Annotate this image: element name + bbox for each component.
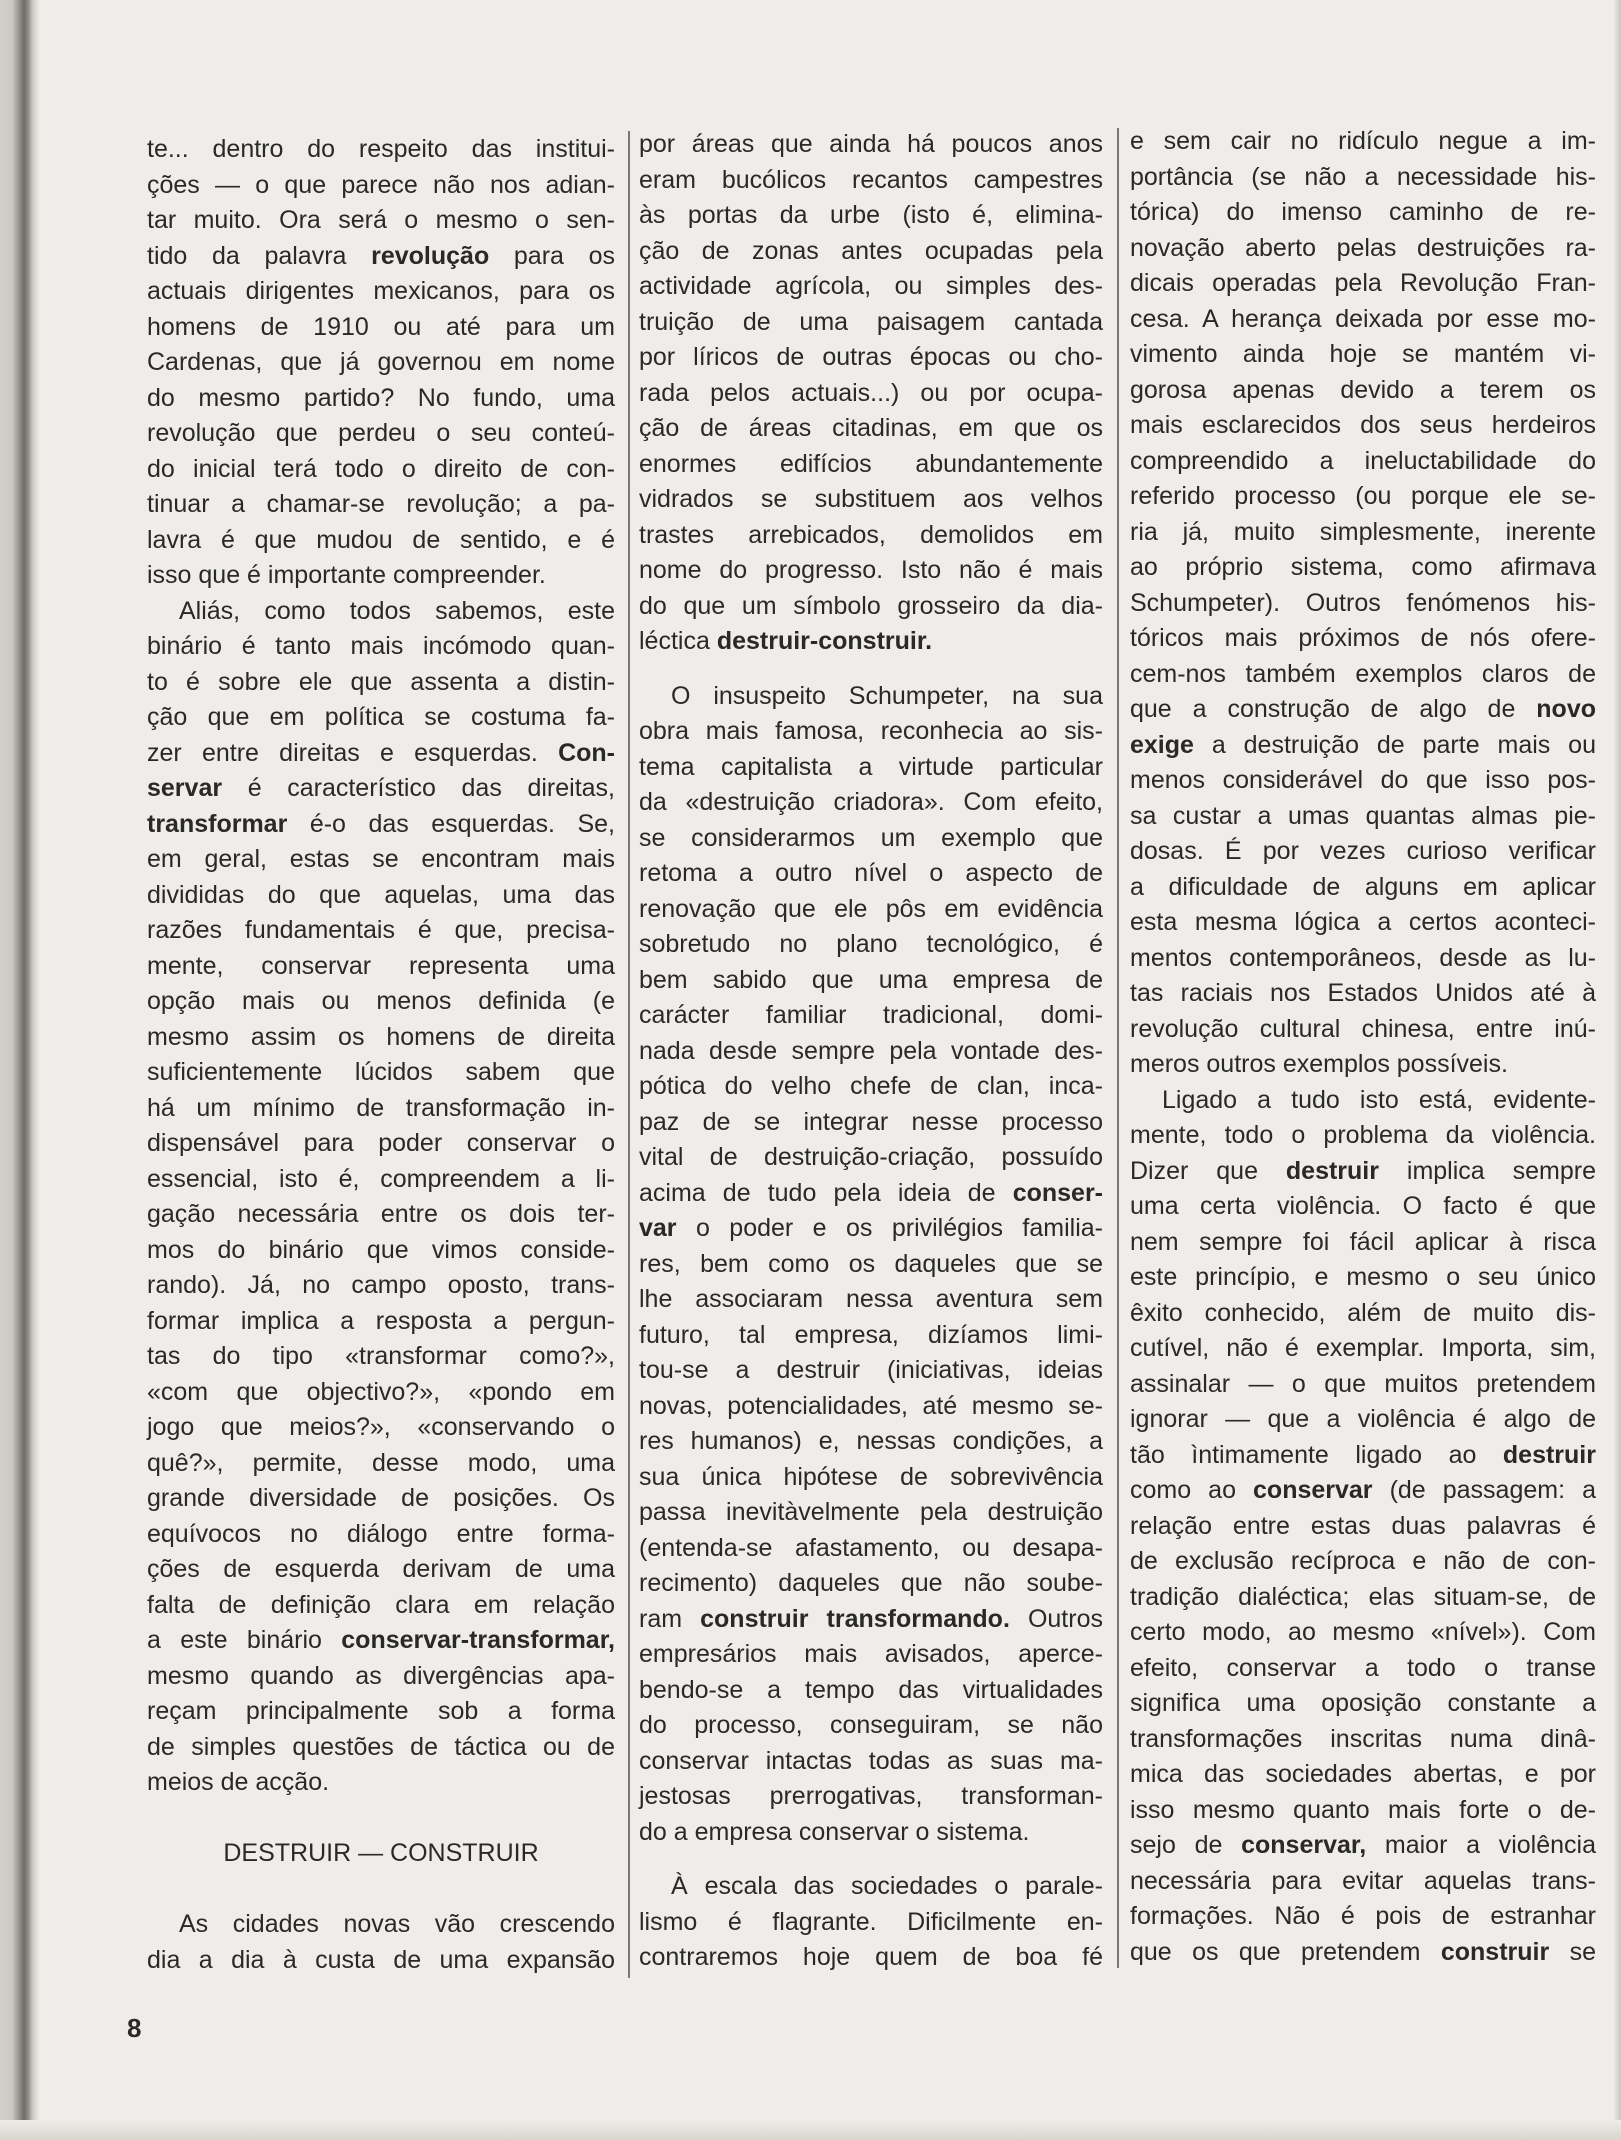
text-line: por líricos de outras épocas ou cho- [639,343,1103,371]
text-line: res humanos) e, nessas condições, a [639,1427,1103,1455]
text-line: isso mesmo quanto mais forte o de- [1130,1795,1596,1824]
text-line: rada pelos actuais...) ou por ocupa- [639,378,1103,407]
text-line: tou-se a destruir (iniciativas, ideias [639,1356,1103,1384]
text-line: novas, potencialidades, até mesmo se- [639,1391,1103,1420]
text-line: exige a destruição de parte mais ou [1130,730,1596,759]
text-line: mos do binário que vimos conside- [147,1235,615,1264]
text-line: da «destruição criadora». Com efeito, [639,788,1103,816]
text-line: futuro, tal empresa, dizíamos limi- [639,1320,1103,1349]
text-line: mente, todo o problema da violência. [1130,1121,1596,1149]
text-column-1 [147,132,615,1978]
text-line: uma certa violência. O facto é que [1130,1192,1596,1220]
text-line: revolução que perdeu o seu conteú- [147,419,615,447]
text-line: equívocos no diálogo entre forma- [147,1519,615,1548]
text-line: retoma a outro nível o aspecto de [639,859,1103,887]
text-line: cutível, não é exemplar. Importa, sim, [1130,1334,1596,1362]
emphasis-text: revolução [371,241,490,270]
text-line: rando). Já, no campo oposto, trans- [147,1271,615,1299]
text-line: Aliás, como todos sabemos, este [179,596,615,625]
text-line: dispensável para poder conservar o [147,1129,615,1157]
text-line: binário é tanto mais incómodo quan- [147,632,615,660]
text-line: assinalar — o que muitos pretendem [1130,1369,1596,1398]
text-line: grande diversidade de posições. Os [147,1484,615,1512]
text-line: dosas. É por vezes curioso verificar [1130,837,1596,865]
text-line: do a empresa conservar o sistema. [639,1817,1030,1846]
text-line: reçam principalmente sob a forma [147,1697,615,1725]
column-rule [1117,128,1119,1968]
text-line: «com que objectivo?», «pondo em [147,1377,615,1406]
text-line: tórica) do imenso caminho de re- [1130,198,1596,226]
text-line: trastes arrebicados, demolidos em [639,520,1103,549]
emphasis-text: conservar [1253,1476,1373,1504]
emphasis-text: novo [1536,695,1596,723]
text-line: Dizer que destruir implica sempre [1130,1156,1596,1185]
text-line: nome do progresso. Isto não é mais [639,556,1103,584]
text-line: bem sabido que uma empresa de [639,965,1103,994]
text-line: vimento ainda hoje se mantém vi- [1130,340,1596,368]
text-line: Cardenas, que já governou em nome [147,348,615,376]
text-line: em geral, estas se encontram mais [147,845,615,873]
emphasis-text: destruir [1285,1156,1379,1185]
page-number: 8 [127,2013,142,2043]
text-line: servar é característico das direitas, [147,774,615,802]
text-line: ções de esquerda derivam de uma [147,1555,615,1583]
text-line: ção de áreas citadinas, em que os [639,414,1103,442]
text-line: às portas da urbe (isto é, elimina- [639,201,1103,229]
emphasis-text: construir [1440,1937,1550,1966]
text-line: sa custar a umas quantas almas pie- [1130,801,1596,830]
text-line: mente, conservar representa uma [147,951,615,980]
text-line: te... dentro do respeito das institui- [147,135,615,163]
text-line: tas raciais nos Estados Unidos até à [1130,979,1596,1007]
text-line: isso que é importante compreender. [147,561,546,589]
text-line: carácter familiar tradicional, domi- [639,1001,1103,1029]
text-line: ignorar — que a violência é algo de [1130,1405,1596,1433]
page-binding-edge [0,0,40,2140]
text-line: mais esclarecidos dos seus herdeiros [1130,411,1596,439]
emphasis-text: Con- [558,738,615,767]
paragraph [639,679,1103,1851]
text-line: revolução cultural chinesa, entre inú- [1130,1014,1596,1043]
text-line: a dificuldade de alguns em aplicar [1130,872,1596,901]
text-line: formar implica a resposta a pergun- [147,1306,615,1335]
text-line: dia a dia à custa de uma expansão [147,1945,615,1974]
paragraph [147,594,615,1801]
text-line: sejo de conservar, maior a violência [1130,1831,1597,1859]
text-line: tema capitalista a virtude particular [639,752,1103,781]
text-line: ria já, muito simplesmente, inerente [1130,517,1596,546]
text-line: referido processo (ou porque ele se- [1130,482,1596,510]
text-line: ram construir transformando. Outros [639,1604,1103,1633]
section-heading: DESTRUIR — CONSTRUIR [223,1839,539,1867]
page-bottom-edge [0,2120,1621,2140]
text-line: tão ìntimamente ligado ao destruir [1130,1440,1596,1469]
text-line: ção de zonas antes ocupadas pela [639,236,1103,265]
text-line: tóricos mais próximos de nós ofere- [1130,624,1596,652]
text-line: passa inevitàvelmente pela destruição [639,1498,1103,1526]
paragraph [1130,1083,1596,1971]
text-line: acima de tudo pela ideia de conser- [639,1178,1103,1207]
text-line: quê?», permite, desse modo, uma [147,1448,615,1477]
emphasis-text: servar [147,774,223,802]
text-line: nem sempre foi fácil aplicar à risca [1130,1227,1596,1256]
text-line: contraremos hoje quem de boa fé [639,1943,1103,1971]
text-line: se considerarmos um exemplo que [639,823,1103,852]
text-line: portância (se não a necessidade his- [1130,162,1596,191]
text-line: sobretudo no plano tecnológico, é [639,930,1103,958]
text-line: falta de definição clara em relação [147,1590,615,1619]
text-line: do que um símbolo grosseiro da dia- [639,591,1103,620]
text-line: gação necessária entre os dois ter- [147,1200,615,1228]
text-line: que os que pretendem construir se [1130,1937,1596,1966]
text-line: O insuspeito Schumpeter, na sua [671,681,1103,710]
text-line: do processo, conseguiram, se não [639,1711,1103,1739]
text-column-3 [1130,124,1596,1970]
text-line: res, bem como os daqueles que se [639,1249,1103,1278]
text-line: renovação que ele pôs em evidência [639,894,1103,923]
text-line: há um mínimo de transformação in- [147,1093,615,1122]
page-right-edge [1613,0,1621,2140]
text-line: Ligado a tudo isto está, evidente- [1162,1085,1596,1114]
text-line: tradição dialéctica; elas situam-se, de [1130,1582,1596,1611]
text-column-2 [639,127,1103,1976]
text-line: paz de se integrar nesse processo [639,1107,1103,1136]
text-line: empresários mais avisados, aperce- [639,1640,1103,1668]
text-line: tido da palavra revolução para os [147,241,615,270]
text-line: homens de 1910 ou até para um [147,312,615,341]
text-line: lismo é flagrante. Dificilmente en- [639,1907,1103,1936]
text-line: de simples questões de táctica ou de [147,1732,615,1761]
emphasis-text: exige [1130,730,1194,759]
text-line: actuais dirigentes mexicanos, para os [147,277,615,305]
text-line: recimento) daqueles que não soube- [639,1569,1103,1597]
text-line: mesmo assim os homens de direita [147,1022,615,1051]
text-line: tinuar a chamar-se revolução; a pa- [147,490,615,518]
paragraph [147,1907,615,1978]
text-line: tas do tipo «transformar como?», [147,1342,615,1370]
text-line: tar muito. Ora será o mesmo o sen- [147,206,615,234]
text-line: mesmo quando as divergências apa- [147,1661,615,1690]
text-line: transformar é-o das esquerdas. Se, [147,809,615,838]
text-line: ções — o que parece não nos adian- [147,170,615,199]
text-line: e sem cair no ridículo negue a im- [1130,127,1596,155]
text-line: vital de destruição-criação, possuído [639,1143,1103,1171]
text-line: certo modo, ao mesmo «nível»). Com [1130,1618,1596,1646]
paragraph [1130,124,1596,1083]
text-line: novação aberto pelas destruições ra- [1130,233,1596,262]
text-line: menos considerável do que isso pos- [1130,766,1596,794]
text-line: truição de uma paisagem cantada [639,307,1103,336]
text-line: meios de acção. [147,1768,330,1796]
text-line: efeito, conservar a todo o transe [1130,1653,1596,1682]
text-line: (entenda-se afastamento, ou desapa- [639,1533,1103,1562]
text-line: êxito conhecido, além de muito dis- [1130,1298,1596,1327]
text-line: significa uma oposição constante a [1130,1689,1596,1717]
paragraph [639,127,1103,660]
text-line: actividade agrícola, ou simples des- [639,272,1103,300]
paragraph [639,1869,1103,1976]
text-line: jogo que meios?», «conservando o [147,1413,615,1441]
text-line: por áreas que ainda há poucos anos [639,130,1103,158]
text-line: mica das sociedades abertas, e por [1130,1760,1596,1788]
text-line: necessária para evitar aquelas trans- [1130,1866,1596,1895]
text-line: Schumpeter). Outros fenómenos his- [1130,588,1596,617]
column-rule [628,131,630,1978]
emphasis-text: var [639,1214,677,1242]
text-line: transformações inscritas numa dinâ- [1130,1724,1596,1753]
text-line: sua única hipótese de sobrevivência [639,1462,1103,1491]
paragraph [147,132,615,594]
text-line: divididas do que aquelas, uma das [147,880,615,909]
emphasis-text: conser- [1012,1178,1103,1207]
text-line: suficientemente lúcidos sabem que [147,1058,615,1086]
text-line: este princípio, e mesmo o seu único [1130,1263,1596,1291]
text-line: lhe associaram nessa aventura sem [639,1285,1103,1313]
text-line: essencial, isto é, compreendem a li- [147,1164,615,1193]
text-line: to é sobre ele que assenta a distin- [147,667,615,696]
text-line: jestosas prerrogativas, transforman- [639,1782,1103,1810]
emphasis-text: transformar [147,809,288,838]
text-line: do mesmo partido? No fundo, uma [147,383,615,412]
text-line: meros outros exemplos possíveis. [1130,1050,1508,1078]
text-line: compreendido a ineluctabilidade do [1130,446,1596,475]
text-line: cesa. A herança deixada por esse mo- [1130,304,1596,333]
text-line: esta mesma lógica a certos aconteci- [1130,908,1596,936]
text-line: que a construção de algo de novo [1130,695,1596,723]
text-line: vidrados se substituem aos velhos [639,485,1103,513]
text-line: conservar intactas todas as suas ma- [639,1746,1103,1775]
text-line: zer entre direitas e esquerdas. Con- [147,738,615,767]
text-line: opção mais ou menos definida (e [147,987,615,1015]
emphasis-text: destruir [1502,1440,1596,1469]
text-line: enormes edifícios abundantemente [639,449,1103,478]
text-line: var o poder e os privilégios familia- [639,1214,1103,1242]
text-line: ção que em política se costuma fa- [147,703,615,731]
text-line: cem-nos também exemplos claros de [1130,659,1596,688]
text-line: dicais operadas pela Revolução Fran- [1130,269,1596,297]
text-line: nada desde sempre pela vontade des- [639,1036,1103,1065]
text-line: bendo-se a tempo das virtualidades [639,1675,1103,1704]
text-line: léctica destruir-construir. [639,627,933,655]
text-line: obra mais famosa, reconhecia ao sis- [639,717,1103,745]
text-line: formações. Não é pois de estranhar [1130,1902,1596,1930]
text-line: do inicial terá todo o direito de con- [147,454,615,483]
text-line: mentos contemporâneos, desde as lu- [1130,943,1596,972]
emphasis-text: conservar, [1241,1831,1367,1859]
text-line: gorosa apenas devido a terem os [1130,375,1596,404]
text-line: eram bucólicos recantos campestres [639,165,1103,194]
text-line: As cidades novas vão crescendo [179,1910,615,1938]
text-line: razões fundamentais é que, precisa- [147,916,615,944]
text-line: ao próprio sistema, como afirmava [1130,553,1596,581]
text-line: como ao conservar (de passagem: a [1130,1476,1596,1504]
emphasis-text: construir transformando. [700,1604,1010,1633]
text-line: pótica do velho chefe de clan, inca- [639,1072,1103,1100]
emphasis-text: conservar-transformar, [341,1626,615,1654]
text-line: À escala das sociedades o parale- [671,1872,1103,1900]
text-line: relação entre estas duas palavras é [1130,1511,1596,1540]
text-line: lavra é que mudou de sentido, e é [147,525,615,554]
text-line: de exclusão recíproca e não de con- [1130,1547,1596,1575]
text-line: a este binário conservar-transformar, [147,1626,615,1654]
emphasis-text: destruir-construir. [716,627,933,655]
